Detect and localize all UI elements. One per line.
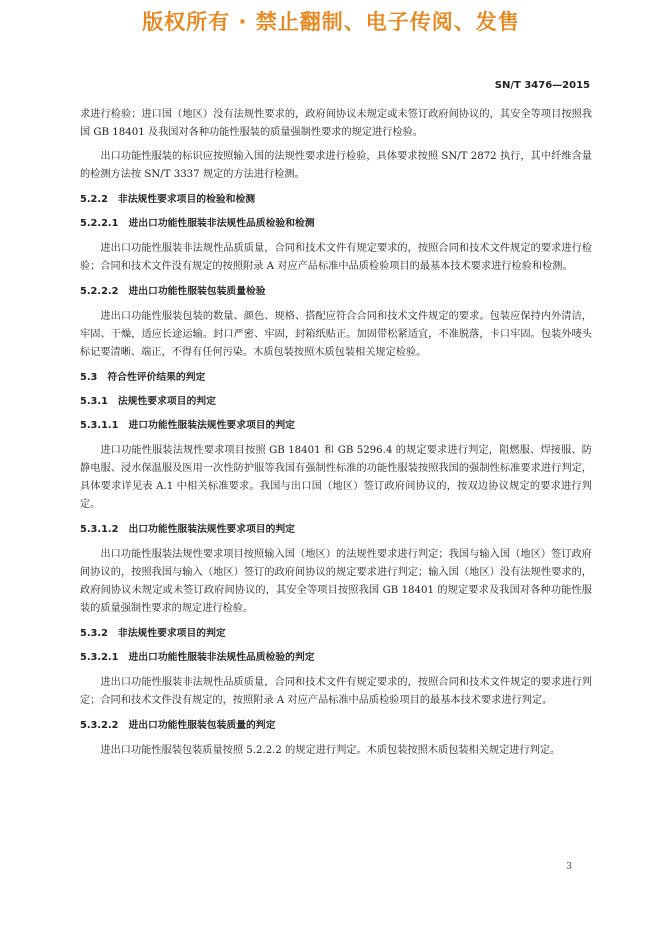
section-title: 法规性要求项目的判定 <box>117 396 216 407</box>
section-title: 进口功能性服装法规性要求项目的判定 <box>128 420 295 431</box>
section-number: 5.3.1.1 <box>80 420 119 431</box>
body-paragraph: 进出口功能性服装非法规性品质质量，合同和技术文件有规定要求的，按照合同和技术文件规定的要求进行检验；合同和技术文件没有规定的按照附录 A 对应产品标准中品质检验项目的最基本技术要求进行检验和检测。 <box>80 243 592 272</box>
section-title: 符合性评价结果的判定 <box>107 372 206 383</box>
section-number: 5.3.1 <box>80 396 108 407</box>
watermark-banner: 版权所有 · 禁止翻制、电子传阅、发售 <box>142 10 520 34</box>
body-paragraph: 出口功能性服装的标识应按照输入国的法规性要求进行检验，具体要求按照 SN/T 2872 执行，其中纤维含量的检测方法按 SN/T 3337 规定的方法进行检测。 <box>80 151 592 180</box>
section-number: 5.3.2.2 <box>80 720 119 731</box>
section-title: 进出口功能性服装包装质量检验 <box>128 286 266 297</box>
document-body <box>80 106 592 766</box>
section-heading <box>80 418 592 434</box>
section-heading <box>80 284 592 300</box>
section-title: 非法规性要求项目的判定 <box>117 628 226 639</box>
section-number: 5.3.2 <box>80 628 108 639</box>
section-title: 出口功能性服装法规性要求项目的判定 <box>128 524 295 535</box>
body-paragraph: 出口功能性服装法规性要求项目按照输入国（地区）的法规性要求进行判定；我国与输入国（地区）签订政府间协议的，按照我国与输入（地区）签订的政府间协议的规定要求进行判定；输入国（地区）没有法规性要求的，政府间协议未规定或未签订政府间协议的，其安全等项目按照我国 GB 18401 的规定要求及我国对各种功能性服装的质量强制性要求的规定进行检验。 <box>80 549 592 614</box>
section-heading <box>80 626 592 642</box>
section-heading <box>80 192 592 208</box>
section-number: 5.2.2.2 <box>80 286 119 297</box>
body-paragraph: 进出口功能性服装非法规性品质质量，合同和技术文件有规定要求的，按照合同和技术文件规定的要求进行判定；合同和技术文件没有规定的，按照附录 A 对应产品标准中品质检验项目的最基本技术要求进行判定。 <box>80 677 592 706</box>
section-number: 5.3.1.2 <box>80 524 119 535</box>
section-heading <box>80 718 592 734</box>
section-heading <box>80 370 592 386</box>
section-title: 非法规性要求项目的检验和检测 <box>117 194 256 205</box>
section-number: 5.2.2.1 <box>80 218 119 229</box>
section-title: 进出口功能性服装非法规性品质检验的判定 <box>128 652 315 663</box>
body-paragraph: 进出口功能性服装包装的数量、颜色、规格、搭配应符合合同和技术文件规定的要求。包装应保持内外清洁，牢固、干燥，适应长途运输。封口严密、牢固，封箱纸贴正。加固带松紧适宜，不准脱落，卡口牢固。包装外唛头标记要清晰、端正，不得有任何污染。木质包装按照木质包装相关规定检验。 <box>80 311 592 358</box>
section-number: 5.2.2 <box>80 194 108 205</box>
section-title: 进出口功能性服装非法规性品质检验和检测 <box>128 218 315 229</box>
body-paragraph: 进出口功能性服装包装质量按照 5.2.2.2 的规定进行判定。木质包装按照木质包装相关规定进行判定。 <box>100 745 561 756</box>
section-number: 5.3 <box>80 372 98 383</box>
section-number: 5.3.2.1 <box>80 652 119 663</box>
page-number: 3 <box>566 862 572 872</box>
section-heading <box>80 522 592 538</box>
section-heading <box>80 394 592 410</box>
section-heading <box>80 216 592 232</box>
section-heading <box>80 650 592 666</box>
body-paragraph: 求进行检验；进口国（地区）没有法规性要求的，政府间协议未规定或未签订政府间协议的，其安全等项目按照我国 GB 18401 及我国对各种功能性服装的质量强制性要求的规定进行检验。 <box>80 109 592 138</box>
document-number: SN/T 3476—2015 <box>494 80 590 91</box>
section-title: 进出口功能性服装包装质量的判定 <box>128 720 276 731</box>
body-paragraph: 进口功能性服装法规性要求项目按照 GB 18401 和 GB 5296.4 的规定要求进行判定，阻燃服、焊接服、防静电服、浸水保温服及医用一次性防护服等我国有强制性标准的功能性服装按照我国的强制性标准要求进行判定，具体要求详见表 A.1 中相关标准要求。我国与出口国（地区）签订政府间协议的，按双边协议规定的要求进行判定。 <box>80 445 592 510</box>
